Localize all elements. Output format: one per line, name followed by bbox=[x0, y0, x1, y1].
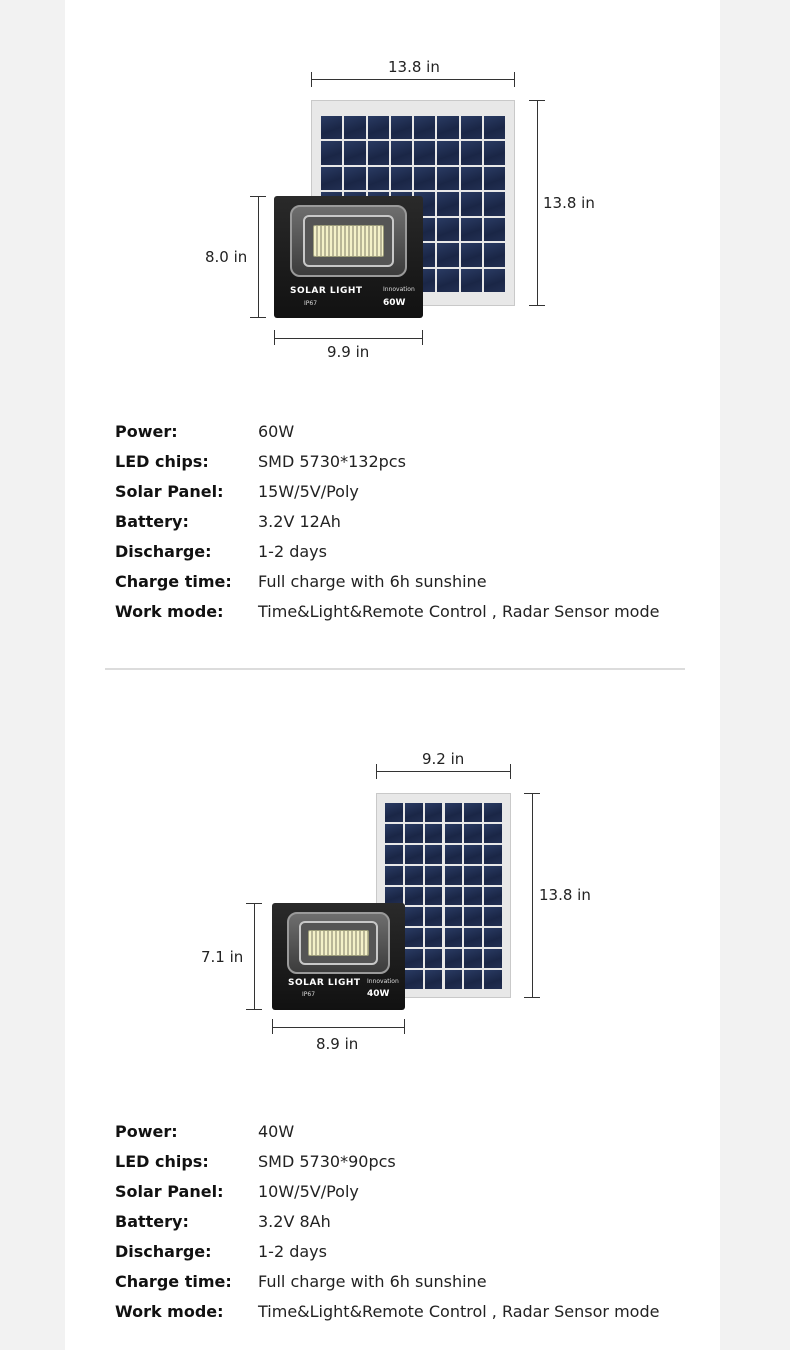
solar-cell bbox=[425, 803, 443, 822]
solar-cell bbox=[464, 907, 482, 926]
solar-cell bbox=[344, 116, 365, 139]
panel-height-line bbox=[537, 100, 538, 306]
solar-cell bbox=[391, 116, 412, 139]
lamp-width-line bbox=[272, 1027, 405, 1028]
lamp-watt-text: 40W bbox=[367, 989, 390, 999]
solar-cell bbox=[414, 116, 435, 139]
solar-cell bbox=[445, 866, 463, 885]
spec-value: 60W bbox=[258, 422, 295, 441]
lamp-height-line bbox=[254, 903, 255, 1010]
spec-label: Discharge: bbox=[115, 542, 212, 561]
spec-label: Work mode: bbox=[115, 602, 224, 621]
solar-cell bbox=[484, 218, 505, 241]
solar-cell bbox=[425, 907, 443, 926]
dim-tick bbox=[524, 793, 540, 794]
solar-cell bbox=[461, 116, 482, 139]
solar-cell bbox=[464, 824, 482, 843]
solar-cell bbox=[405, 887, 423, 906]
solar-cell bbox=[405, 866, 423, 885]
spec-value: 3.2V 12Ah bbox=[258, 512, 341, 531]
solar-cell bbox=[484, 243, 505, 266]
solar-cell bbox=[484, 866, 502, 885]
solar-cell bbox=[391, 167, 412, 190]
solar-cell bbox=[437, 218, 458, 241]
product-40w-figure bbox=[65, 700, 720, 1070]
dim-tick bbox=[524, 997, 540, 998]
lamp-width-label: 8.9 in bbox=[316, 1035, 359, 1053]
lamp-height-line bbox=[258, 196, 259, 318]
spec-label: Work mode: bbox=[115, 1302, 224, 1321]
solar-cell bbox=[385, 866, 403, 885]
led-array bbox=[313, 225, 384, 257]
solar-cell bbox=[405, 949, 423, 968]
spec-value: 40W bbox=[258, 1122, 295, 1141]
lamp-rating-text: IP67 bbox=[304, 300, 318, 307]
solar-cell bbox=[484, 192, 505, 215]
solar-cell bbox=[437, 141, 458, 164]
solar-cell bbox=[464, 970, 482, 989]
panel-height-label: 13.8 in bbox=[539, 886, 591, 904]
solar-cell bbox=[344, 167, 365, 190]
spec-value: 10W/5V/Poly bbox=[258, 1182, 359, 1201]
lamp-height-label: 7.1 in bbox=[201, 948, 244, 966]
solar-cell bbox=[385, 803, 403, 822]
panel-width-line bbox=[311, 79, 515, 80]
spec-label: LED chips: bbox=[115, 1152, 209, 1171]
lamp-rating-text: IP67 bbox=[302, 991, 316, 998]
solar-cell bbox=[437, 116, 458, 139]
solar-cell bbox=[368, 116, 389, 139]
solar-cell bbox=[461, 218, 482, 241]
dim-tick bbox=[311, 72, 312, 87]
solar-cell bbox=[437, 192, 458, 215]
spec-value: Time&Light&Remote Control , Radar Sensor mode bbox=[258, 602, 660, 621]
lamp-innovation-text: Innovation bbox=[383, 286, 415, 293]
product-60w-figure bbox=[65, 0, 720, 380]
solar-cell bbox=[461, 167, 482, 190]
solar-cell bbox=[445, 887, 463, 906]
spec-value: SMD 5730*90pcs bbox=[258, 1152, 396, 1171]
solar-cell bbox=[445, 928, 463, 947]
solar-cell bbox=[464, 949, 482, 968]
spec-label: Charge time: bbox=[115, 572, 232, 591]
dim-tick bbox=[246, 903, 262, 904]
lamp-housing bbox=[287, 912, 390, 974]
solar-cell bbox=[385, 824, 403, 843]
dim-tick bbox=[250, 196, 266, 197]
panel-width-label: 9.2 in bbox=[422, 750, 465, 768]
section-divider bbox=[105, 668, 685, 670]
lamp-reflector bbox=[299, 921, 378, 965]
solar-cell bbox=[344, 141, 365, 164]
solar-cell bbox=[445, 907, 463, 926]
spec-value: SMD 5730*132pcs bbox=[258, 452, 406, 471]
spec-label: Battery: bbox=[115, 1212, 189, 1231]
solar-cell bbox=[445, 970, 463, 989]
led-array bbox=[308, 930, 369, 956]
solar-cell bbox=[464, 887, 482, 906]
product-spec-page bbox=[65, 0, 720, 1350]
panel-width-line bbox=[376, 771, 511, 772]
spec-label: Battery: bbox=[115, 512, 189, 531]
flood-light-image bbox=[272, 903, 405, 1010]
solar-cell bbox=[445, 803, 463, 822]
spec-value: 3.2V 8Ah bbox=[258, 1212, 331, 1231]
solar-cell bbox=[414, 141, 435, 164]
solar-cell bbox=[461, 269, 482, 292]
solar-cell bbox=[484, 887, 502, 906]
lamp-reflector bbox=[303, 215, 394, 267]
solar-cell bbox=[425, 824, 443, 843]
spec-label: Solar Panel: bbox=[115, 1182, 224, 1201]
solar-cell bbox=[484, 970, 502, 989]
dim-tick bbox=[246, 1009, 262, 1010]
solar-cell bbox=[425, 887, 443, 906]
solar-cell bbox=[405, 824, 423, 843]
lamp-brand-text: SOLAR LIGHT bbox=[290, 286, 363, 296]
solar-cell bbox=[484, 824, 502, 843]
solar-cell bbox=[321, 167, 342, 190]
solar-cell bbox=[464, 845, 482, 864]
solar-cell bbox=[385, 845, 403, 864]
dim-tick bbox=[529, 100, 545, 101]
solar-cell bbox=[461, 192, 482, 215]
solar-cell bbox=[484, 116, 505, 139]
solar-cell bbox=[321, 116, 342, 139]
solar-cell bbox=[368, 141, 389, 164]
spec-value: 1-2 days bbox=[258, 542, 327, 561]
solar-cell bbox=[484, 907, 502, 926]
solar-cell bbox=[484, 167, 505, 190]
solar-cell bbox=[425, 928, 443, 947]
solar-cell bbox=[405, 928, 423, 947]
solar-cell bbox=[445, 824, 463, 843]
solar-cell bbox=[437, 243, 458, 266]
solar-cell bbox=[405, 845, 423, 864]
solar-cell bbox=[484, 845, 502, 864]
spec-value: 1-2 days bbox=[258, 1242, 327, 1261]
dim-tick bbox=[404, 1019, 405, 1034]
lamp-housing bbox=[290, 205, 407, 277]
solar-cell bbox=[321, 141, 342, 164]
lamp-watt-text: 60W bbox=[383, 298, 406, 308]
spec-value: Full charge with 6h sunshine bbox=[258, 572, 487, 591]
solar-cell bbox=[437, 269, 458, 292]
panel-height-line bbox=[532, 793, 533, 998]
spec-label: Power: bbox=[115, 422, 178, 441]
dim-tick bbox=[422, 330, 423, 345]
solar-cell bbox=[425, 845, 443, 864]
solar-cell bbox=[405, 970, 423, 989]
spec-value: Time&Light&Remote Control , Radar Sensor mode bbox=[258, 1302, 660, 1321]
solar-cell bbox=[484, 803, 502, 822]
spec-label: Solar Panel: bbox=[115, 482, 224, 501]
spec-label: Discharge: bbox=[115, 1242, 212, 1261]
dim-tick bbox=[376, 764, 377, 779]
solar-cell bbox=[464, 866, 482, 885]
lamp-innovation-text: Innovation bbox=[367, 978, 399, 985]
spec-label: LED chips: bbox=[115, 452, 209, 471]
dim-tick bbox=[510, 764, 511, 779]
solar-cell bbox=[461, 141, 482, 164]
solar-cell bbox=[445, 845, 463, 864]
solar-cell bbox=[464, 928, 482, 947]
dim-tick bbox=[272, 1019, 273, 1034]
solar-cell bbox=[484, 141, 505, 164]
solar-cell bbox=[405, 803, 423, 822]
spec-value: Full charge with 6h sunshine bbox=[258, 1272, 487, 1291]
dim-tick bbox=[514, 72, 515, 87]
solar-cell bbox=[425, 970, 443, 989]
solar-cell bbox=[445, 949, 463, 968]
flood-light-image bbox=[274, 196, 423, 318]
solar-cell bbox=[425, 866, 443, 885]
solar-cell bbox=[391, 141, 412, 164]
solar-cell bbox=[464, 803, 482, 822]
solar-cell bbox=[484, 949, 502, 968]
lamp-brand-text: SOLAR LIGHT bbox=[288, 978, 361, 988]
panel-width-label: 13.8 in bbox=[388, 58, 440, 76]
dim-tick bbox=[529, 305, 545, 306]
solar-cell bbox=[461, 243, 482, 266]
dim-tick bbox=[250, 317, 266, 318]
lamp-height-label: 8.0 in bbox=[205, 248, 248, 266]
solar-cell bbox=[414, 167, 435, 190]
lamp-width-line bbox=[274, 338, 423, 339]
solar-cell bbox=[437, 167, 458, 190]
lamp-width-label: 9.9 in bbox=[327, 343, 370, 361]
spec-label: Power: bbox=[115, 1122, 178, 1141]
spec-value: 15W/5V/Poly bbox=[258, 482, 359, 501]
solar-cell bbox=[484, 928, 502, 947]
dim-tick bbox=[274, 330, 275, 345]
panel-height-label: 13.8 in bbox=[543, 194, 595, 212]
solar-cell bbox=[405, 907, 423, 926]
solar-cell bbox=[484, 269, 505, 292]
spec-label: Charge time: bbox=[115, 1272, 232, 1291]
solar-cell bbox=[425, 949, 443, 968]
solar-cell bbox=[368, 167, 389, 190]
